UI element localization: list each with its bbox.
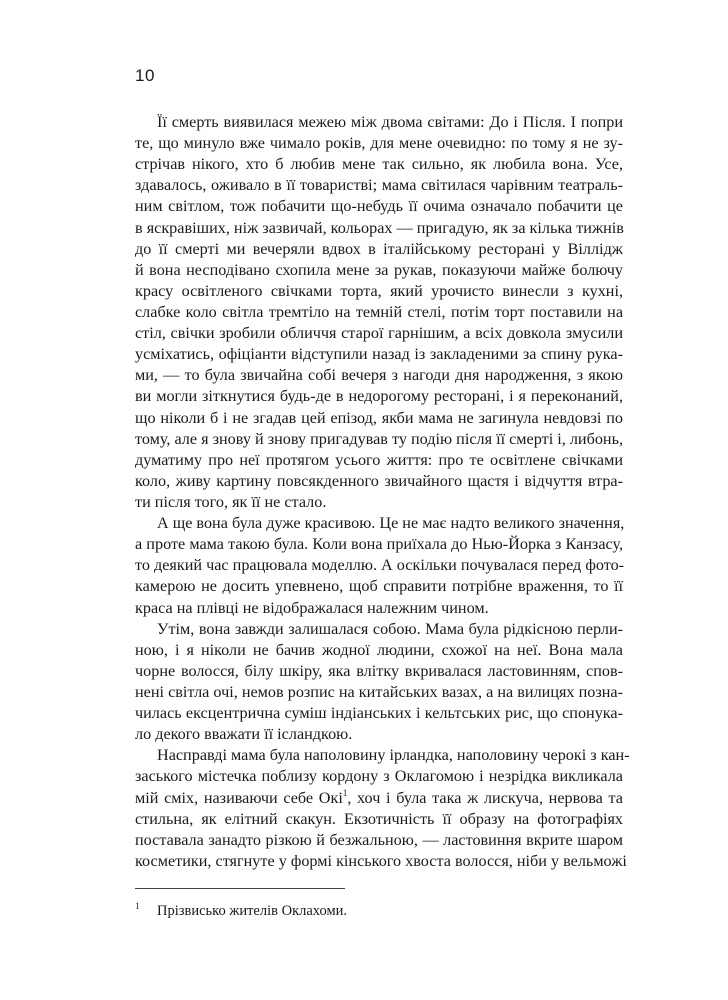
footnote	[135, 896, 347, 921]
paragraph-1-line: коло, живу картину повсякденного звичайного щастя і відчуття втра-	[135, 471, 623, 490]
paragraph-3-line: ною, і я ніколи не бачив жодної людини, схожої на неї. Вона мала	[135, 640, 623, 659]
paragraph-1-line: ви могли зіткнутися будь-де в недорогому ресторані, і я переконаний,	[135, 387, 623, 406]
paragraph-1-line: що ніколи б і не згадав цей епізод, якби мама не загинула невдовзі по	[135, 408, 623, 427]
paragraph-4-line: косметики, стягнуте у формі кінського хвоста волосся, ніби у вельможі	[135, 851, 627, 870]
paragraph-1-line: слабке коло світла тремтіло на темній стелі, потім торт поставили на	[135, 303, 623, 321]
paragraph-3-line: Утім, вона завжди залишалася собою. Мама була рідкісною перли-	[157, 619, 623, 638]
paragraph-2-line: краса на плівці не відображалася належним чином.	[135, 598, 489, 617]
paragraph-3-line: нені світла очі, немов розпис на китайських вазах, а на вилицях позна-	[135, 683, 623, 701]
footnote-reference: 1	[342, 787, 348, 798]
paragraph-1-line: стрічав нікого, хто б любив мене так сильно, як любила вона. Усе,	[135, 155, 623, 174]
paragraph-1-line: й вона несподівано схопила мене за рукав, показуючи майже болючу	[135, 260, 623, 279]
paragraph-1-line: ним світлом, тож побачити що-небудь її очима означало побачити це	[135, 197, 623, 216]
paragraph-1-line: здавалось, оживало в її товаристві; мама світилася чарівним театраль-	[135, 176, 623, 195]
paragraph-1-line: ти після того, як її не стало.	[135, 493, 327, 511]
paragraph-4-line: Насправді мама була наполовину ірландка, наполовину черокі з кан-	[157, 746, 630, 765]
paragraph-4-line: мій сміх, називаючи себе Окі$^1$, хоч і була така ж лискуча, нервова та	[135, 787, 623, 807]
paragraph-3-line: чилась ексцентрична суміш індіанських і кельтських рис, що спонука-	[135, 704, 623, 723]
footnote-text: Прізвисько жителів Оклахоми.	[157, 903, 348, 919]
paragraph-3-line: ло декого вважати її ісландкою.	[135, 725, 353, 744]
paragraph-4-line: стильна, як елітний скакун. Екзотичність її образу на фотографіях	[135, 809, 623, 828]
paragraph-4-line: заського містечка поблизу кордону з Оклагомою і незрідка викликала	[135, 767, 623, 786]
paragraph-1-line: ми, — то була звичайна собі вечеря з нагоди дня народження, з якою	[135, 366, 623, 385]
paragraph-1-line: стіл, свічки зробили обличчя старої гарнішим, а всіх довкола змусили	[135, 324, 623, 343]
paragraph-2-line: А ще вона була дуже красивою. Це не має надто великого значення,	[157, 514, 625, 533]
paragraph-1-line: думатиму про неї протягом усього життя: про те освітлене свічками	[135, 450, 623, 469]
paragraph-1-line: до її смерті ми вечеряли вдвох в італійському ресторані у Віллідж	[135, 239, 623, 258]
paragraph-2-line: камерою не досить упевнено, щоб справити потрібне враження, то її	[135, 577, 623, 596]
paragraph-4-line: поставала занадто різкою й безжальною, — ластовиння вкрите шаром	[135, 830, 623, 849]
paragraph-2-line: а проте мама такою була. Коли вона приїхала до Нью-Йорка з Канзасу,	[135, 535, 623, 554]
paragraph-2-line: то деякий час працювала моделлю. А оскільки почувалася перед фото-	[135, 556, 625, 575]
paragraph-1-line: те, що минуло вже чимало років, для мене очевидно: по тому я не зу-	[135, 134, 623, 153]
paragraph-3-line: чорне волосся, білу шкіру, яка влітку вкривалася ластовинням, спов-	[135, 661, 623, 680]
paragraph-1-line: красу освітленого свічками торта, який урочисто винесли з кухні,	[135, 281, 623, 300]
page-number: 10	[135, 66, 155, 85]
paragraph-1-line: в яскравіших, ніж зазвичай, кольорах — пригадую, як за кілька тижнів	[135, 218, 624, 237]
footnote-marker: 1	[135, 901, 140, 911]
footnote-rule	[135, 888, 345, 889]
paragraph-1-line: тому, але я знову й знову пригадував ту подію після її смерті і, либонь,	[135, 429, 623, 448]
paragraph-1-line: Її смерть виявилася межею між двома світами: До і Після. І попри	[157, 113, 623, 131]
paragraph-1-line: усміхатись, офіціанти відступили назад із закладеними за спину рука-	[135, 345, 623, 364]
